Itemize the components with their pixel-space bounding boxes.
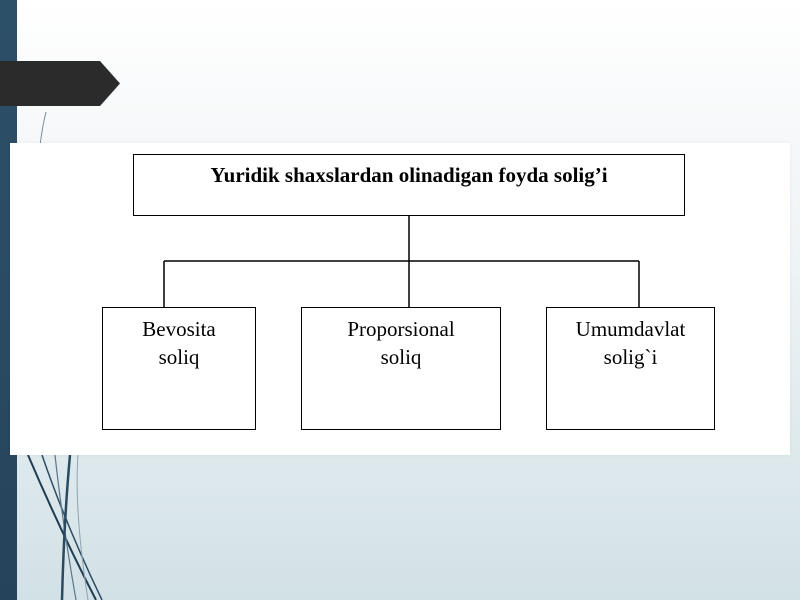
child-node-umumdavlat bbox=[546, 307, 715, 430]
slide-title-tab bbox=[0, 61, 120, 106]
child-node-label-line1: Proporsional bbox=[347, 317, 455, 341]
child-node-label-line1: Umumdavlat bbox=[575, 317, 686, 341]
child-node-label-line2: solig`i bbox=[603, 345, 658, 369]
child-node-label-line1: Bevosita bbox=[142, 317, 216, 341]
child-node-bevosita bbox=[102, 307, 256, 430]
child-node-label-line2: soliq bbox=[158, 345, 200, 369]
root-node-label: Yuridik shaxslardan olinadigan foyda solig’i bbox=[210, 163, 608, 187]
root-node bbox=[133, 154, 685, 216]
child-node-proporsional bbox=[301, 307, 501, 430]
child-node-label-line2: soliq bbox=[380, 345, 422, 369]
